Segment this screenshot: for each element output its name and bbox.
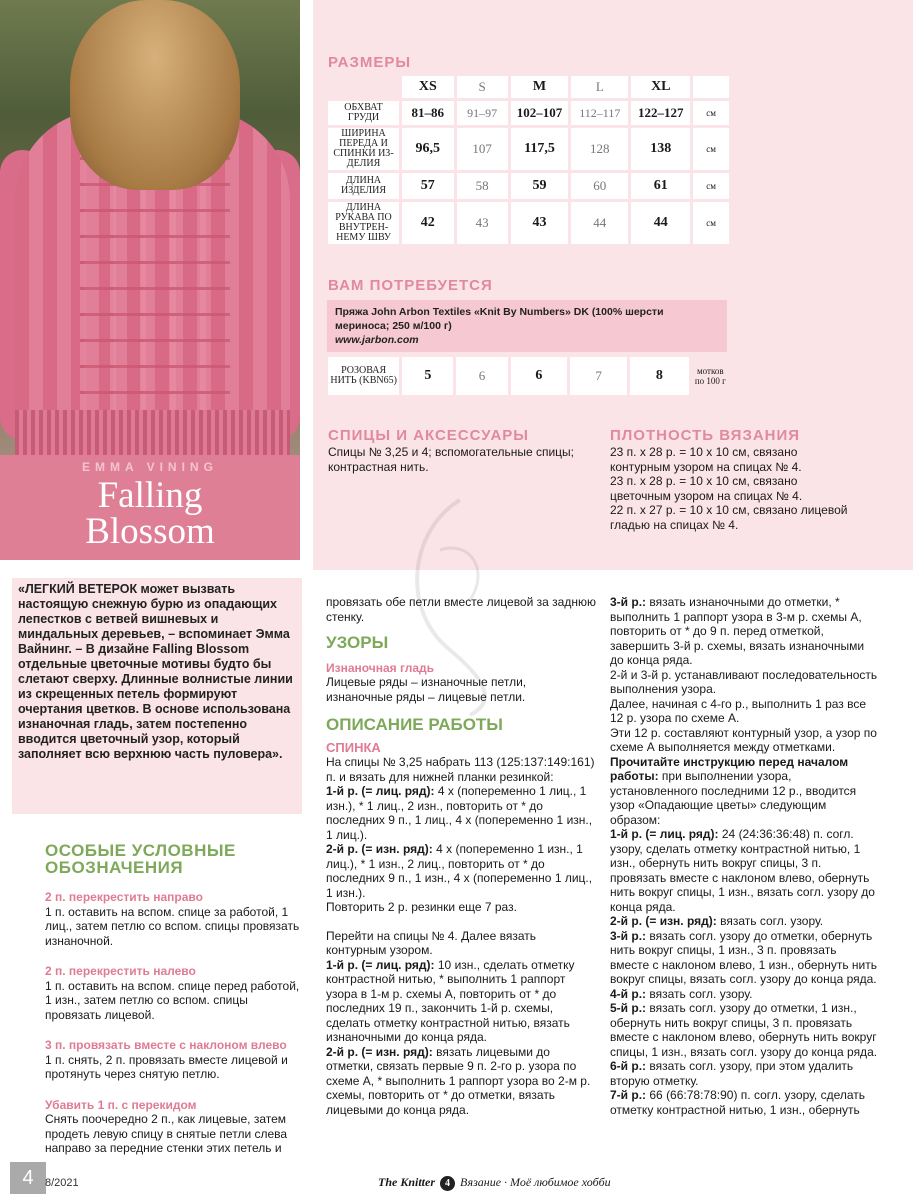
row-instruction: 3-й р.: вязать изнаночными до отметки, * выполнить 1 раппорт узора в 3-м р. схемы А, повторить от * до 9 п. перед отметкой, завершить 3-й р. схемы, вязать изнаночными до конца ряда.: [610, 595, 865, 667]
cast-on-text: На спицы № 3,25 набрать 113 (125:137:149:161) п. и вязать для нижней планки резинкой:: [326, 755, 595, 784]
value-cell: 57: [402, 173, 454, 199]
unit-cell: см: [693, 128, 729, 170]
yarn-box: [327, 300, 727, 352]
intro-text: «ЛЕГКИЙ ВЕТЕРОК может вызвать настоящую снежную бурю из опадающих лепестков с ветвей вишневых и миндальных деревьев, – вспоминает Эмма Вайнинг. – В дизайне Falling Blossom отдельные цветочные мотивы будто бы слетают сверху. Длинные волнистые линии из скрещенных петель формируют очертания цветков. В основе использована изнаночная гладь, затем постепенно вводится цветочный узор, который заполняет всю верхнюю часть пуловера».: [12, 578, 302, 814]
yarn-url: www.jarbon.com: [335, 334, 419, 346]
issue-badge: 4: [440, 1176, 455, 1191]
value-cell: 44: [631, 202, 690, 244]
abbr-text: Снять поочередно 2 п., как лицевые, затем продеть левую спицу в снятые петли слева направо за передние стенки этих петель и: [45, 1112, 288, 1155]
row-instruction: 1-й р. (= лиц. ряд): 10 изн., сделать отметку контрастной нитью, * выполнить 1 раппорт узора в 1-м р. схемы А, повторить от * до последних 19 п., закончить 1-й р. схемы, сделать отметку контрастной нитью, вязать изнаночными до конца ряда.: [326, 957, 575, 1044]
size-col: XL: [631, 76, 690, 98]
continued-text: провязать обе петли вместе лицевой за заднюю стенку.: [326, 595, 596, 624]
value-cell: 61: [631, 173, 690, 199]
column-3: [610, 595, 878, 1117]
row-instruction: 6-й р.: вязать согл. узору, при этом удалить вторую отметку.: [610, 1059, 854, 1088]
row-instruction: 1-й р. (= лиц. ряд): 24 (24:36:36:48) п. согл. узору, сделать отметку контрастной нитью, 1 изн., обернуть нить вокруг спицы, 3 п. провязать вместе с наклоном влево, обернуть нить вокруг спицы, 1 изн., вязать согл. узору до конца ряда.: [610, 827, 875, 914]
needles-heading: СПИЦЫ И АКСЕССУАРЫ: [328, 427, 529, 444]
needles-text: Спицы № 3,25 и 4; вспомогательные спицы; контрастная нить.: [328, 445, 575, 474]
footer-magazine: The Knitter 4 Вязание · Моё любимое хобби: [378, 1175, 611, 1189]
size-col: XS: [402, 76, 454, 98]
gauge-heading: ПЛОТНОСТЬ ВЯЗАНИЯ: [610, 427, 801, 444]
size-col: M: [511, 76, 569, 98]
row-instruction: 2-й р. (= изн. ряд): вязать лицевыми до отметки, связать первые 9 п. 2-го р. узора по схеме А, * выполнить 1 раппорт узора во 2-м р. схемы, повторить от * до отметки, вязать лицевыми до конца ряда.: [326, 1044, 591, 1117]
value-cell: 6: [511, 357, 568, 395]
row-instruction: 2-й р. (= изн. ряд): вязать согл. узору.: [610, 914, 824, 928]
repeat-text: Повторить 2 р. резинки еще 7 раз.: [326, 900, 517, 914]
unit-cell: мотков по 100 г: [694, 366, 726, 386]
row-label: ОБХВАТ ГРУДИ: [328, 101, 399, 125]
row-instruction: 3-й р.: вязать согл. узору до отметки, обернуть нить вокруг спицы, 1 изн., 3 п. провязать вместе с наклоном влево, 1 изн., обернуть нить вокруг спицы, вязать согл. узору до конца ряда.: [610, 928, 877, 986]
sweater-photo: [0, 0, 300, 455]
sizes-heading: РАЗМЕРЫ: [328, 54, 412, 71]
pattern-note: Эти 12 р. составляют контурный узор, а узор по схеме А выполняется между отметками.: [610, 725, 877, 754]
value-cell: 58: [457, 173, 508, 199]
value-cell: 42: [402, 202, 454, 244]
title-line-1: Falling: [97, 475, 203, 516]
value-cell: 122–127: [631, 101, 690, 125]
title-line-2: Blossom: [85, 511, 215, 552]
lace-pattern: [80, 150, 230, 420]
unit-cell: см: [693, 173, 729, 199]
row-instruction: 2-й р. (= изн. ряд): 4 х (попеременно 1 изн., 1 лиц.), * 1 изн., 2 лиц., повторить от * до последних 9 п., 1 изн., 4 х (попеременно 1 лиц., 1 изн.).: [326, 842, 593, 900]
pattern-note: 2-й и 3-й р. устанавливают последовательность выполнения узора.: [610, 667, 878, 696]
size-col: L: [571, 76, 628, 98]
yarn-description: Пряжа John Arbon Textiles «Knit By Numbers» DK (100% шерсти мериноса; 250 м/100 г): [335, 306, 664, 332]
value-cell: 112–117: [571, 101, 628, 125]
reverse-stockinette-text: Лицевые ряды – изнаночные петли, изнаночные ряды – лицевые петли.: [326, 675, 527, 704]
row-instruction: 1-й р. (= лиц. ряд): 4 х (попеременно 1 лиц., 1 изн.), * 1 лиц., 2 изн., повторить от * до последних 9 п., 1 лиц., 4 х (попеременно 1 изн., 1 лиц.).: [326, 784, 593, 842]
abbr-list: [45, 890, 300, 1156]
row-label: ДЛИНА РУКАВА ПО ВНУТРЕН-НЕМУ ШВУ: [328, 202, 399, 244]
reverse-stockinette-title: Изнаночная гладь: [326, 660, 435, 675]
sizes-table: [325, 73, 732, 247]
value-cell: 7: [570, 357, 627, 395]
back-heading: СПИНКА: [326, 739, 381, 755]
switch-needles-text: Перейти на спицы № 4. Далее вязать контурным узором.: [326, 928, 536, 957]
abbr-title: 2 п. перекрестить налево: [45, 964, 196, 978]
row-instruction: 5-й р.: вязать согл. узору до отметки, 1 изн., обернуть нить вокруг спицы, 3 п. провязать вместе с наклоном влево, обернуть нить вокруг спицы, 1 изн., вязать согл. узору до конца ряда.: [610, 1001, 878, 1059]
pattern-note: Далее, начиная с 4-го р., выполнить 1 раз все 12 р. узора по схеме А.: [610, 696, 867, 725]
value-cell: 96,5: [402, 128, 454, 170]
abbr-heading: ОСОБЫЕ УСЛОВНЫЕ ОБОЗНАЧЕНИЯ: [45, 841, 236, 877]
abbr-text: 1 п. снять, 2 п. провязать вместе лицевой и протянуть через снятую петлю.: [45, 1052, 288, 1081]
article-title: [0, 475, 300, 552]
size-col: S: [457, 76, 508, 98]
row-instruction: 7-й р.: 66 (66:78:78:90) п. согл. узору, сделать отметку контрастной нитью, 1 изн., обернуть: [610, 1088, 866, 1117]
value-cell: 117,5: [511, 128, 569, 170]
value-cell: 128: [571, 128, 628, 170]
issue-number: 8/2021: [45, 1177, 79, 1189]
value-cell: 43: [457, 202, 508, 244]
value-cell: 43: [511, 202, 569, 244]
patterns-heading: УЗОРЫ: [326, 633, 389, 652]
value-cell: 6: [456, 357, 507, 395]
yarn-table: [325, 354, 732, 398]
work-heading: ОПИСАНИЕ РАБОТЫ: [326, 715, 503, 734]
value-cell: 91–97: [457, 101, 508, 125]
abbr-title: 3 п. провязать вместе с наклоном влево: [45, 1038, 287, 1052]
unit-cell: см: [693, 101, 729, 125]
value-cell: 5: [402, 357, 453, 395]
needed-heading: ВАМ ПОТРЕБУЕТСЯ: [328, 277, 493, 294]
value-cell: 44: [571, 202, 628, 244]
row-label: РОЗОВАЯ НИТЬ (KBN65): [328, 357, 399, 395]
column-2: [326, 595, 596, 1117]
value-cell: 102–107: [511, 101, 569, 125]
hair: [70, 0, 240, 190]
row-label: ШИРИНА ПЕРЕДА И СПИНКИ ИЗ-ДЕЛИЯ: [328, 128, 399, 170]
footer-tagline: Вязание · Моё любимое хобби: [460, 1175, 611, 1189]
value-cell: 8: [630, 357, 689, 395]
abbr-title: 2 п. перекрестить направо: [45, 890, 203, 904]
value-cell: 81–86: [402, 101, 454, 125]
value-cell: 59: [511, 173, 569, 199]
page-number: 4: [10, 1162, 46, 1194]
value-cell: 138: [631, 128, 690, 170]
abbr-title: Убавить 1 п. с перекидом: [45, 1097, 197, 1112]
row-instruction: 4-й р.: вязать согл. узору.: [610, 986, 753, 1001]
ribbing: [15, 410, 290, 455]
abbr-text: 1 п. оставить на вспом. спице за работой, 1 лиц., затем петлю со вспом. спицы провязать изнаночной.: [45, 904, 300, 948]
unit-cell: см: [693, 202, 729, 244]
read-before-note: Прочитайте инструкцию перед началом работы: при выполнении узора, установленного последними 12 р., вводится узор «Опадающие цветы» следующим образом:: [610, 754, 857, 827]
value-cell: 107: [457, 128, 508, 170]
value-cell: 60: [571, 173, 628, 199]
gauge-text: 23 п. х 28 р. = 10 х 10 см, связано контурным узором на спицах № 4. 23 п. х 28 р. = 10 х 10 см, связано цветочным узором на спицах № 4. 22 п. х 27 р. = 10 х 10 см, связано лицевой гладью на спицах № 4.: [610, 445, 848, 532]
author-name: EMMA VINING: [82, 460, 218, 474]
row-label: ДЛИНА ИЗДЕЛИЯ: [328, 173, 399, 199]
abbr-text: 1 п. оставить на вспом. спице перед работой, 1 изн., затем петлю со вспом. спицы провязать лицевой.: [45, 978, 300, 1022]
